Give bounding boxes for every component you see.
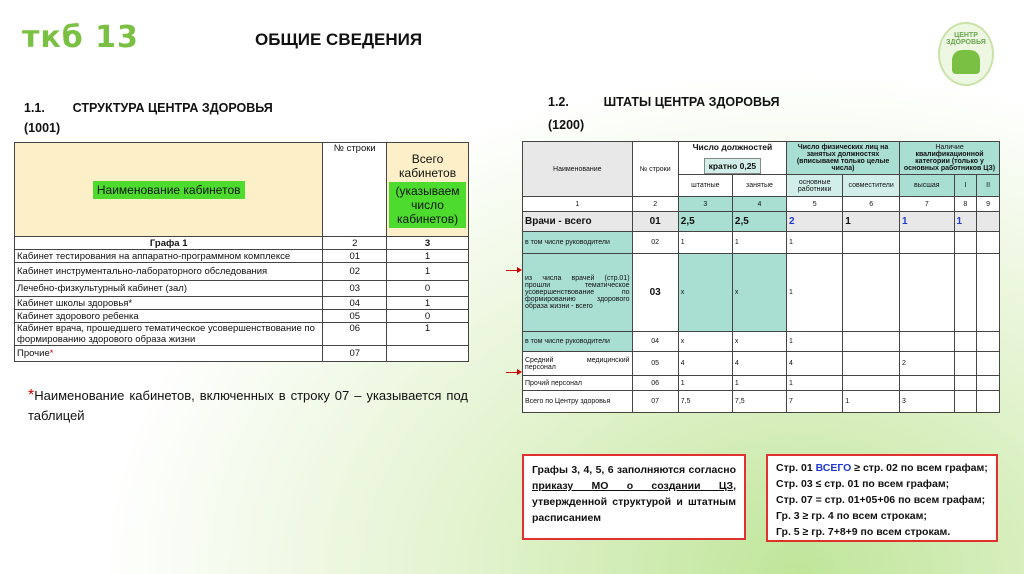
physical-persons-header: Число физических лиц на занятых должностях (вписываем только целые числа) — [787, 142, 900, 175]
table-row: в том числе руководители 02 1 1 1 — [523, 232, 1000, 254]
table-row: в том числе руководители 04 х х 1 — [523, 332, 1000, 352]
cabinets-footnote: *Наименование кабинетов, включенных в строку 07 – указывается под таблицей — [28, 387, 468, 423]
name-header: Наименование — [523, 142, 633, 197]
row-number-header: № строки — [323, 143, 387, 237]
cabinets-table — [14, 142, 469, 362]
row-number-header: № строки — [632, 142, 678, 197]
column-label: Графа 1 — [15, 237, 323, 250]
section-2-code: (1200) — [548, 118, 585, 132]
fill-rules-note: Графы 3, 4, 5, 6 заполняются согласно приказу МО о создании ЦЗ, утвержденной структурой и штатным расписанием — [522, 454, 746, 540]
table-row: Средний медицинский персонал 05 4 4 4 2 — [523, 352, 1000, 376]
table-row: Кабинет здорового ребенка 05 0 — [15, 310, 469, 323]
health-center-logo-text: ЦЕНТР ЗДОРОВЬЯ — [946, 32, 986, 46]
table-row: Кабинет врача, прошедшего тематическое усовершенствование по формированию здорового образа жизни 06 1 — [15, 323, 469, 346]
control-rules-note: Стр. 01 ВСЕГО ≥ стр. 02 по всем графам; Стр. 03 ≤ стр. 01 по всем графам; Стр. 07 = стр. 01+05+06 по всем графам; Гр. 3 ≥ гр. 4 по всем строкам; Гр. 5 ≥ гр. 7+8+9 по всем строкам. — [766, 454, 998, 542]
table-row: Всего по Центру здоровья 07 7,5 7,5 7 1 3 — [523, 391, 1000, 413]
table-row: Кабинет инструментально-лабораторного обследования 02 1 — [15, 263, 469, 281]
staff-table: Наименование № строки Число должностей кратно 0,25 Число физических лиц на занятых должностях (вписываем только целые числа) Наличие квалификационной категории (только у основных работников ЦЗ) штатные занятые основные работники совместители высшая I II 1 2 3 4 5 6 7 8 9 Врачи - всего 01 2,5 2,5 2 1 1 1 в том числе руководители 02 1 1 1 из числа врачей (стр.01) прошли тематическое усовершенствование по формированию здорового образа жизни - всего 03 х х 1 в том числе руководители 04 х х 1 Средний медицинский персонал 05 4 4 4 2 Прочий персонал 06 1 1 1 Всего по Центру здоровья 07 7,5 7,5 7 1 3 — [522, 141, 1000, 413]
highest-category-header: высшая — [900, 175, 954, 197]
page-title: ОБЩИЕ СВЕДЕНИЯ — [255, 30, 423, 49]
category-ii-header: II — [977, 175, 1000, 197]
part-time-header: совместители — [843, 175, 900, 197]
cabinet-name-header: Наименование кабинетов — [15, 143, 323, 237]
table-row: Лечебно-физкультурный кабинет (зал) 03 0 — [15, 281, 469, 297]
section-1-code: (1001) — [24, 121, 61, 135]
people-icon — [952, 50, 980, 74]
positions-header: Число должностей кратно 0,25 — [678, 142, 786, 175]
category-i-header: I — [954, 175, 977, 197]
column-number: 3 — [387, 237, 469, 250]
arrow-icon — [506, 270, 520, 271]
main-workers-header: основные работники — [787, 175, 843, 197]
qualification-header: Наличие квалификационной категории (только у основных работников ЦЗ) — [900, 142, 1000, 175]
tkb13-logo: ткб 13 — [22, 20, 139, 55]
table-row: Кабинет тестирования на аппаратно-программном комплексе 01 1 — [15, 250, 469, 263]
section-2-heading: 1.2. ШТАТЫ ЦЕНТРА ЗДОРОВЬЯ — [548, 95, 780, 109]
column-number: 2 — [323, 237, 387, 250]
health-center-logo — [938, 22, 994, 86]
table-row: Кабинет школы здоровья* 04 1 — [15, 297, 469, 310]
table-row: Прочий персонал 06 1 1 1 — [523, 376, 1000, 391]
total-cabinets-header: Всего кабинетов (указываем число кабинетов) — [387, 143, 469, 237]
staff-header: штатные — [678, 175, 732, 197]
table-row: Прочие* 07 — [15, 346, 469, 362]
arrow-icon — [506, 372, 520, 373]
section-1-heading: 1.1. СТРУКТУРА ЦЕНТРА ЗДОРОВЬЯ — [24, 101, 273, 115]
occupied-header: занятые — [732, 175, 786, 197]
table-row: Врачи - всего 01 2,5 2,5 2 1 1 1 — [523, 212, 1000, 232]
table-row: из числа врачей (стр.01) прошли тематическое усовершенствование по формированию здорового образа жизни - всего 03 х х 1 — [523, 254, 1000, 332]
